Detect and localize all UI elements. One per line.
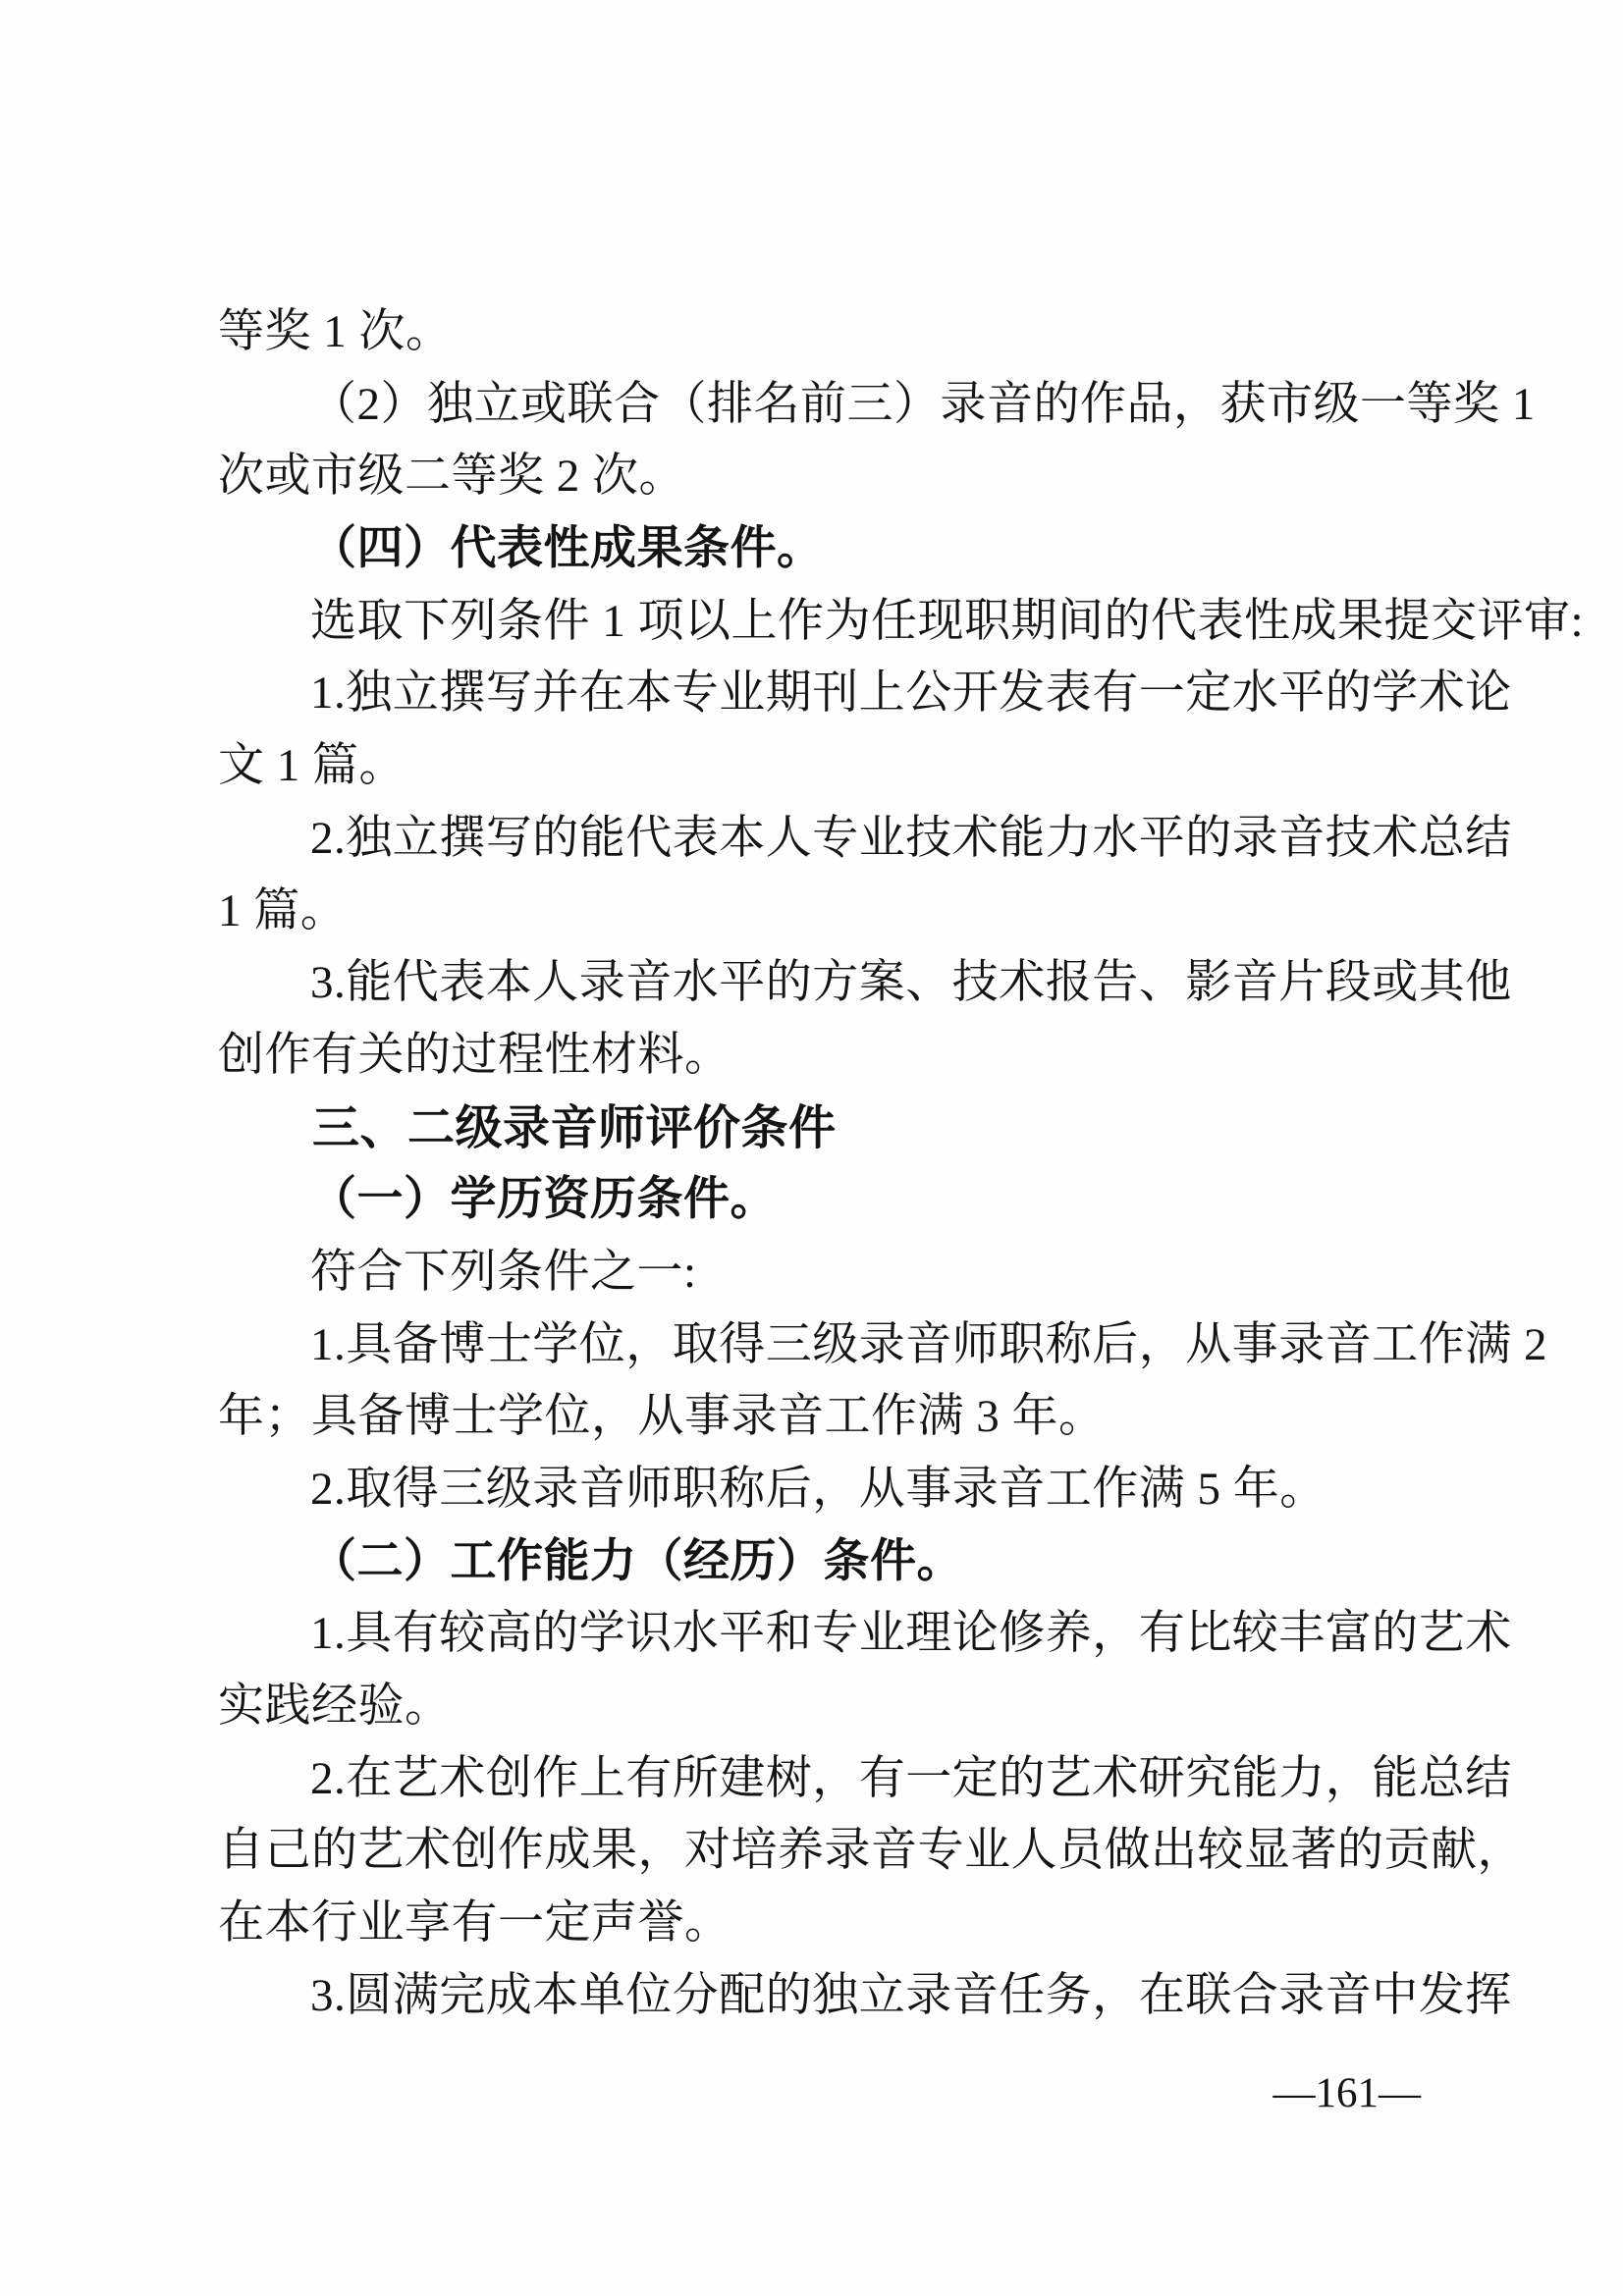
- document-line: 2.在艺术创作上有所建树，有一定的艺术研究能力，能总结: [310, 1752, 1512, 1804]
- document-line: （2）独立或联合（排名前三）录音的作品，获市级一等奖 1: [310, 378, 1536, 430]
- document-line: 年；具备博士学位，从事录音工作满 3 年。: [218, 1391, 1106, 1443]
- document-body: [218, 296, 1585, 2033]
- document-line: 3.圆满完成本单位分配的独立录音任务，在联合录音中发挥: [310, 1969, 1512, 2021]
- document-line: （一）学历资历条件。: [310, 1174, 777, 1226]
- document-line: 选取下列条件 1 项以上作为任现职期间的代表性成果提交评审:: [310, 595, 1585, 647]
- document-line: 次或市级二等奖 2 次。: [218, 451, 685, 503]
- document-line: 实践经验。: [218, 1681, 452, 1733]
- document-line: 1.具有较高的学识水平和专业理论修养，有比较丰富的艺术: [310, 1608, 1512, 1660]
- document-line: 3.能代表本人录音水平的方案、技术报告、影音片段或其他: [310, 957, 1512, 1009]
- document-line: 文 1 篇。: [218, 740, 406, 792]
- document-line: 2.取得三级录音师职称后，从事录音工作满 5 年。: [310, 1464, 1326, 1515]
- document-line: 在本行业享有一定声誉。: [218, 1897, 731, 1949]
- document-line: （二）工作能力（经历）条件。: [310, 1535, 963, 1587]
- document-line: 1 篇。: [218, 884, 348, 936]
- document-line: 等奖 1 次。: [218, 306, 453, 357]
- document-line: 创作有关的过程性材料。: [218, 1029, 731, 1081]
- document-line: 2.独立撰写的能代表本人专业技术能力水平的录音技术总结: [310, 812, 1512, 864]
- document-line: （四）代表性成果条件。: [310, 523, 824, 575]
- page-number: —161—: [1272, 2070, 1421, 2116]
- document-line: 符合下列条件之一:: [310, 1246, 697, 1298]
- document-line: 1.具备博士学位，取得三级录音师职称后，从事录音工作满 2: [310, 1318, 1547, 1370]
- document-line: 三、二级录音师评价条件: [312, 1101, 837, 1154]
- document-line: 1.独立撰写并在本专业期刊上公开发表有一定水平的学术论: [310, 667, 1512, 720]
- document-line: 自己的艺术创作成果，对培养录音专业人员做出较显著的贡献，: [218, 1825, 1524, 1877]
